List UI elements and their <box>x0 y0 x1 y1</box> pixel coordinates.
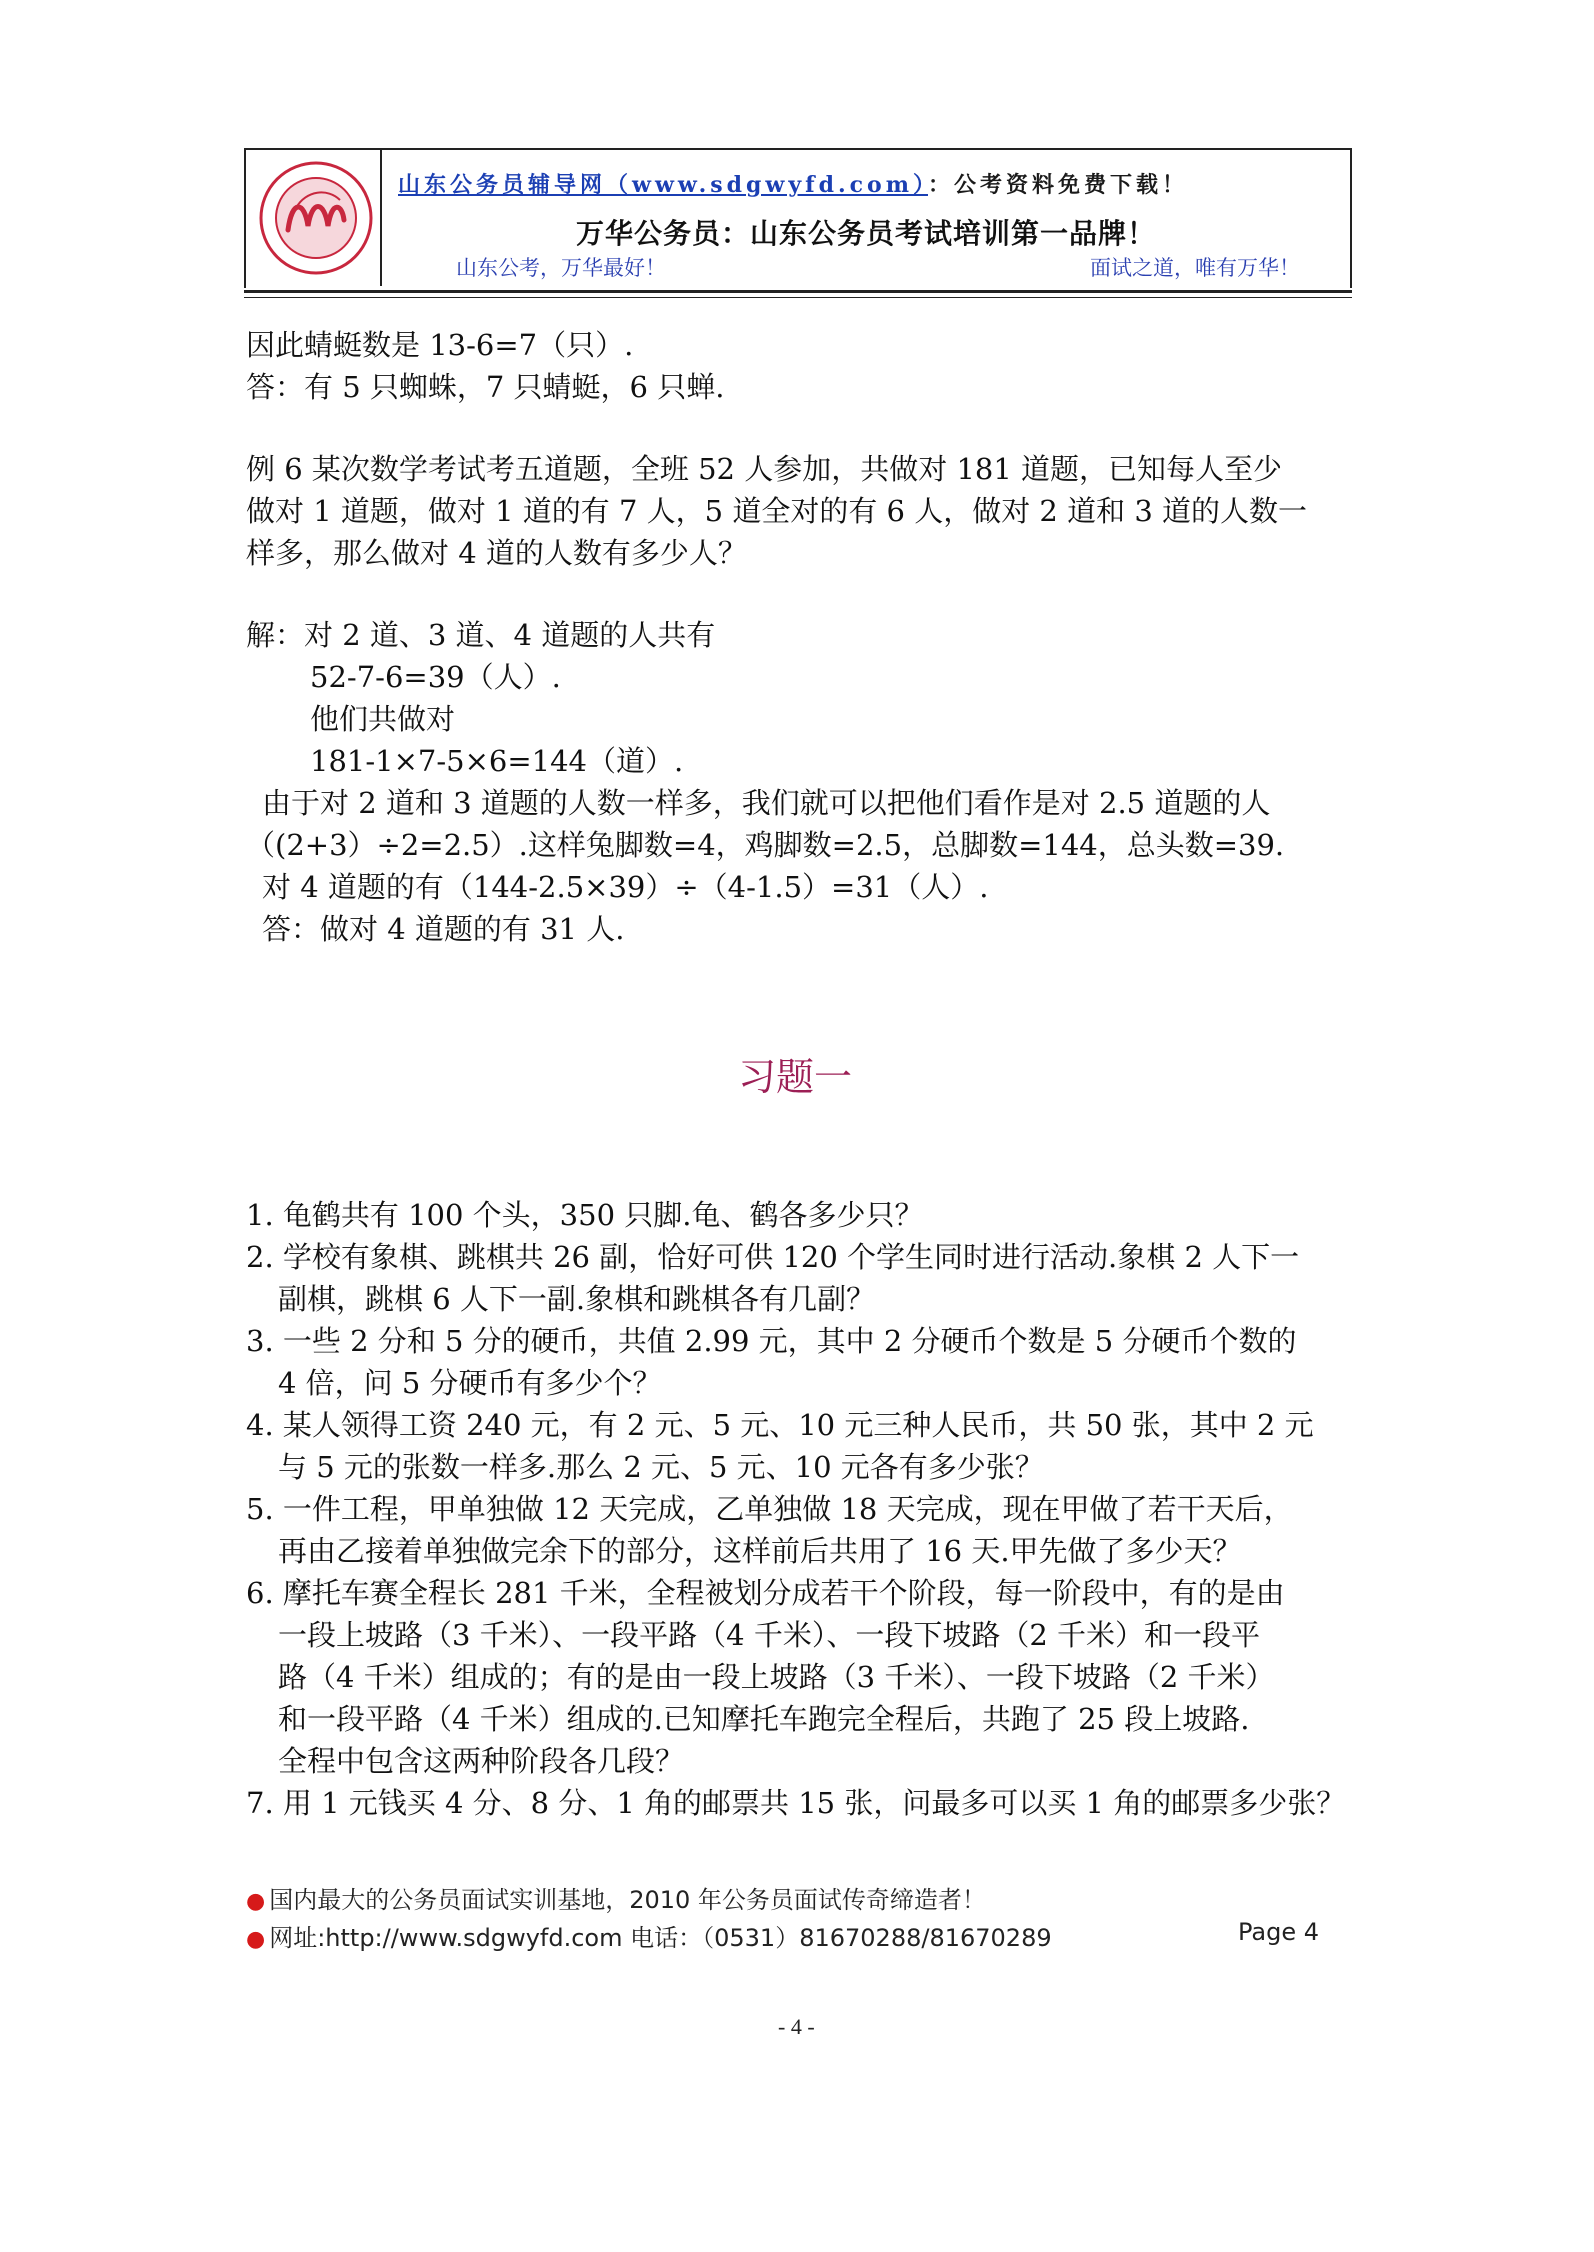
body-line: 由于对 2 道和 3 道题的人数一样多，我们就可以把他们看作是对 2.5 道题的人 <box>262 786 1271 820</box>
site-tail: ：公考资料免费下载！ <box>928 172 1189 198</box>
body-line: 答：有 5 只蜘蛛，7 只蜻蜓，6 只蝉. <box>246 370 725 404</box>
footer-line-2 <box>246 1918 1052 1953</box>
exercise-line: 3. 一些 2 分和 5 分的硬币，共值 2.99 元，其中 2 分硬币个数是 5 分硬币个数的 <box>246 1324 1297 1358</box>
body-line: 因此蜻蜓数是 13-6=7（只）. <box>246 328 634 362</box>
exercise-line: 全程中包含这两种阶段各几段？ <box>278 1744 685 1778</box>
exercise-line: 一段上坡路（3 千米）、一段平路（4 千米）、一段下坡路（2 千米）和一段平 <box>278 1618 1261 1652</box>
body-line: 例 6 某次数学考试考五道题，全班 52 人参加，共做对 181 道题，已知每人至少 <box>246 452 1283 486</box>
exercise-line: 和一段平路（4 千米）组成的.已知摩托车跑完全程后，共跑了 25 段上坡路. <box>278 1702 1250 1736</box>
body-line: 181-1×7-5×6=144（道）. <box>310 744 684 778</box>
header-site-line <box>398 168 1188 199</box>
header-slogan-left: 山东公考，万华最好！ <box>456 256 666 280</box>
exercise-line: 7. 用 1 元钱买 4 分、8 分、1 角的邮票共 15 张，问最多可以买 1 角的邮票多少张？ <box>246 1786 1346 1820</box>
exercise-line: 4 倍，问 5 分硬币有多少个？ <box>278 1366 662 1400</box>
page-number: - 4 - <box>778 2014 815 2039</box>
footer-text-1: 国内最大的公务员面试实训基地，2010 年公务员面试传奇缔造者！ <box>269 1886 986 1914</box>
exercise-line: 路（4 千米）组成的；有的是由一段上坡路（3 千米）、一段下坡路（2 千米） <box>278 1660 1275 1694</box>
header-slogan-right: 面试之道，唯有万华！ <box>1090 256 1300 280</box>
body-line: 52-7-6=39（人）. <box>310 660 561 694</box>
footer-text-2: 网址:http://www.sdgwyfd.com 电话：（0531）81670288/81670289 <box>269 1924 1052 1952</box>
body-line: 对 4 道题的有（144-2.5×39）÷（4-1.5）=31（人）. <box>262 870 989 904</box>
exercise-line: 4. 某人领得工资 240 元，有 2 元、5 元、10 元三种人民币，共 50 张，其中 2 元 <box>246 1408 1314 1442</box>
wanhua-logo <box>258 160 374 276</box>
body-line: 他们共做对 <box>310 702 456 736</box>
exercise-line: 副棋，跳棋 6 人下一副.象棋和跳棋各有几副？ <box>278 1282 876 1316</box>
site-link[interactable]: 山东公务员辅导网（www.sdgwyfd.com） <box>398 172 928 198</box>
body-line: （(2+3）÷2=2.5）.这样兔脚数=4，鸡脚数=2.5，总脚数=144，总头数=39. <box>246 828 1285 862</box>
body-line: 答：做对 4 道题的有 31 人. <box>262 912 625 946</box>
body-line: 样多，那么做对 4 道的人数有多少人？ <box>246 536 747 570</box>
exercise-line: 与 5 元的张数一样多.那么 2 元、5 元、10 元各有多少张？ <box>278 1450 1044 1484</box>
body-line: 解：对 2 道、3 道、4 道题的人共有 <box>246 618 716 652</box>
exercise-line: 再由乙接着单独做完余下的部分，这样前后共用了 16 天.甲先做了多少天？ <box>278 1534 1242 1568</box>
exercise-line: 6. 摩托车赛全程长 281 千米，全程被划分成若干个阶段，每一阶段中，有的是由 <box>246 1576 1285 1610</box>
exercise-line: 1. 龟鹤共有 100 个头，350 只脚.龟、鹤各多少只？ <box>246 1198 924 1232</box>
page-label: Page 4 <box>1238 1918 1319 1946</box>
exercise-title: 习题一 <box>738 1055 853 1099</box>
bullet-icon: ● <box>246 1927 266 1952</box>
header-rule <box>244 290 1352 298</box>
exercise-line: 2. 学校有象棋、跳棋共 26 副，恰好可供 120 个学生同时进行活动.象棋 2 人下一 <box>246 1240 1300 1274</box>
bullet-icon: ● <box>246 1889 266 1914</box>
exercise-line: 5. 一件工程，甲单独做 12 天完成，乙单独做 18 天完成，现在甲做了若干天后， <box>246 1492 1293 1526</box>
footer-line-1 <box>246 1880 986 1915</box>
header-headline: 万华公务员：山东公务员考试培训第一品牌！ <box>575 217 1156 250</box>
body-line: 做对 1 道题，做对 1 道的有 7 人，5 道全对的有 6 人，做对 2 道和 3 道的人数一 <box>246 494 1307 528</box>
